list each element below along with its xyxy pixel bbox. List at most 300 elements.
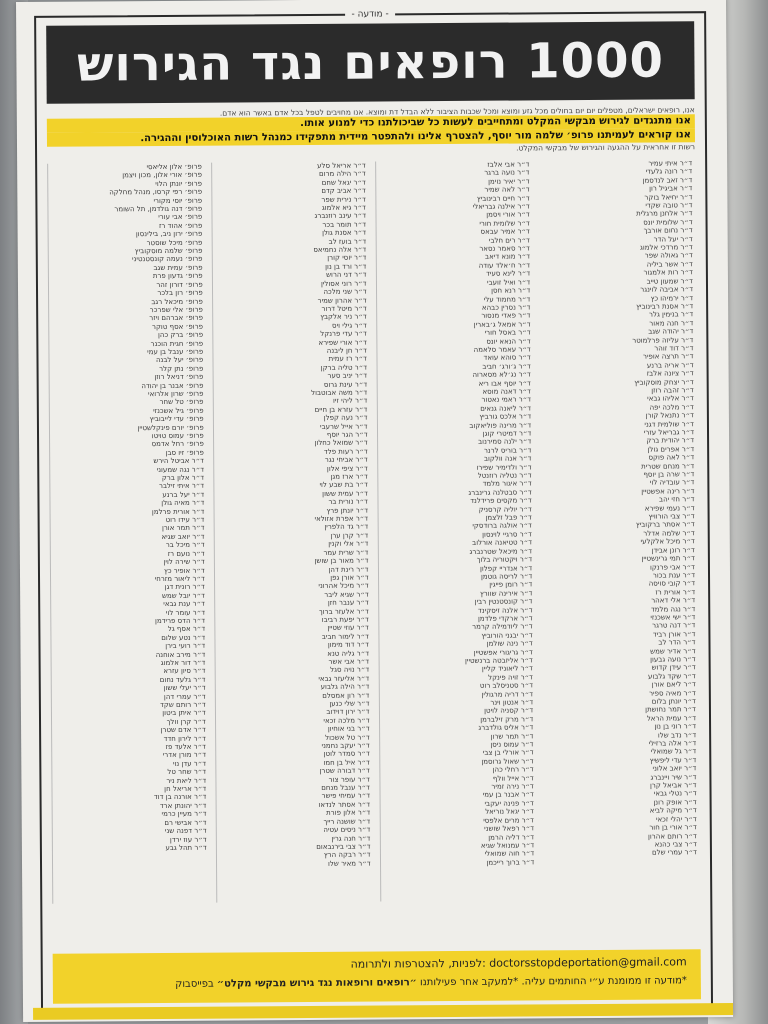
signatory-line: ד״ר מנחם שטרית [641, 461, 695, 471]
signatory-line: ד״ר אשר ביליה [646, 260, 693, 269]
signatory-line: ד״ר סוהא עואד [483, 353, 531, 363]
signatory-line: ד״ר שגיא ליבר [324, 590, 369, 599]
signatory-line: ד״ר רונית דגן [164, 583, 205, 592]
signatory-line: ד״ר אורית פרלמן [151, 507, 205, 516]
signatory-line: ד״ר תרצה אופיר [642, 352, 694, 361]
signatory-line: ד״ר אסף גל [167, 625, 206, 634]
signatory-line: ד״ר יוסי קורן [327, 254, 367, 263]
signatory-line: ד״ר ארז מגן [330, 472, 368, 481]
signatory-line: ד״ר מאיה גולן [161, 498, 205, 508]
signatory-line: ד״ר ציונה אלבז [646, 369, 694, 378]
signatory-line: ד״ר יפעת רביבו [321, 615, 369, 624]
signatory-line: ד״ר יחיאל בוקר [644, 192, 693, 202]
footer-note [175, 975, 687, 990]
signatory-line: ד״ר רומן פייגין [489, 580, 533, 590]
signatory-line: ד״ר אלון פורת [326, 808, 371, 818]
signatory-line: פרופ׳ יונתן הלוי [155, 179, 203, 188]
signatory-line: ד״ר יהודית ברק [646, 436, 695, 446]
signatory-line: פרופ׳ דנה גולדמן, תל השומר [114, 204, 203, 214]
signatory-line: ד״ר נטע שלום [161, 633, 206, 642]
signatory-line: ד״ר מיכל אלקלעי [640, 537, 695, 546]
signatory-line: ד״ר סיון עזרא [163, 667, 206, 676]
signatory-line: ד״ר יובל שמש [161, 591, 205, 600]
signatory-line: ד״ר עליזה פרלמוטר [632, 335, 694, 345]
signatory-line: ד״ר גריגורי אפשטיין [473, 647, 533, 657]
signatory-line: ד״ר מרים אלפסי [483, 816, 535, 825]
signatory-line: ד״ר אסתר ברקוביץ [635, 520, 695, 530]
signatory-line: ד״ר אולגה ברודסקי [472, 521, 532, 531]
signatory-line: ד״ר יצחק מוסקוביץ [634, 377, 694, 387]
signatory-line: ד״ר יוסף אבו ריא [478, 378, 531, 388]
signatory-line: ד״ר שחר טל [167, 767, 207, 777]
signatory-line: ד״ר איתי זילבר [158, 482, 205, 491]
signatory-line: ד״ר מאיר שלו [327, 859, 371, 868]
signatory-line: ד״ר אילנה גבריאלי [472, 202, 530, 211]
signatory-line: ד״ר נגה שמעוני [156, 465, 205, 474]
signatory-line: ד״ר ח׳אלד עודה [478, 261, 531, 270]
signatory-line: ד״ר יונתן פרץ [326, 506, 369, 515]
newspaper-page [16, 0, 733, 1022]
signatory-line: ד״ר מעיין כרמי [161, 809, 207, 819]
signatory-line: פרופ׳ אברהם ויזר [149, 314, 203, 323]
signatory-line: ד״ר גבריאל עזרי [643, 428, 695, 437]
signatory-line: ד״ר דפנה שני [164, 826, 207, 836]
signatory-line: ד״ר אורלי בן צבי [482, 748, 534, 758]
signatory-line: ד״ר סבטלנה גרינברג [468, 488, 532, 497]
signatory-line: ד״ר רחלי כהן [492, 765, 534, 774]
signatory-line: ד״ר אסנת גולן [322, 228, 367, 238]
signatory-line: ד״ר ליאם אורן [651, 680, 696, 689]
signatory-line: ד״ר אמאל ג׳בארין [473, 320, 531, 329]
signatory-line: ד״ר תמר אורן [161, 524, 205, 533]
signatory-line: ד״ר ניר אלקבץ [320, 312, 367, 322]
signatory-line: ד״ר ארקדי פלדמן [477, 614, 533, 623]
signatory-line: ד״ר לימור חביב [321, 632, 369, 641]
signatory-line: ד״ר יהודה שגב [648, 327, 694, 336]
signatory-line: ד״ר נטלי גבאי [653, 789, 697, 799]
signatory-line: ד״ר נעה קפלן [323, 413, 368, 423]
signatory-line: ד״ר גיא אלמוג [321, 203, 366, 212]
signatory-line: ד״ר איתי עמיר [648, 159, 693, 168]
signatory-line: ד״ר אירינה שוורץ [479, 589, 533, 598]
signatory-line: ד״ר דוד מימון [327, 640, 370, 649]
signatory-line: ד״ר נטליה רוזנטל [477, 471, 532, 480]
signatory-line: ד״ר עמוס ניסן [490, 740, 534, 749]
signatory-line: ד״ר ענבר חזן [327, 598, 369, 607]
signatory-line: ד״ר מירב אוחנה [155, 650, 206, 659]
signatory-line: ד״ר מיכל אהרוני [318, 581, 369, 591]
signatory-line: פרופ׳ אלי שפרכר [149, 305, 203, 314]
signatory-line: ד״ר חיים רבינוביץ [476, 194, 530, 203]
signatory-line: ד״ר עדי ליפשיץ [649, 756, 697, 765]
signatory-line: ד״ר שולמית דגני [644, 419, 694, 429]
signatory-line: ד״ר עמית ששון [322, 489, 368, 498]
signatory-line: ד״ר אנדריי קפלון [479, 563, 533, 573]
signatory-line: ד״ר רונן אבידן [651, 545, 695, 555]
signatory-line: ד״ר מרדכי אלמוג [639, 243, 693, 252]
signatory-line: ד״ר הגר יוסף [326, 430, 368, 439]
signatory-line: ד״ר תמי גרינשטיין [641, 554, 695, 563]
signatory-line: ד״ר אייל שרעבי [320, 422, 368, 431]
signatory-line: פרופ׳ מיכאל רגב [151, 297, 203, 306]
signatory-line: ד״ר עידן קדוש [651, 663, 696, 672]
signatory-line: ד״ר אדיר שמש [650, 646, 696, 656]
signatory-line: ד״ר עוז ירדן [169, 835, 207, 844]
signatories-column [375, 160, 538, 901]
signatory-line: ד״ר רז עמית [328, 354, 368, 364]
signatory-line: ד״ר יואב שגיא [161, 532, 205, 541]
signatory-line: ד״ר מרק זילברמן [480, 715, 534, 724]
signatory-line: ד״ר אלי וקנין [328, 539, 369, 549]
signatory-line: ד״ר נועה ברגר [484, 168, 530, 178]
signatory-line: ד״ר חן ליבנה [326, 346, 367, 355]
signatory-line: ד״ר שאול גרוסמן [481, 757, 534, 766]
signatory-line: ד״ר נגה מלמד [650, 604, 696, 614]
intro-highlight-2: אנו קוראים לעמיתנו פרופ׳ שלמה מור יוסף, להצטרף אלינו ולהתפטר מיידית מתפקידו כמנהל רשות האוכלוסין וההגירה. [47, 128, 695, 147]
signatory-line: ד״ר קרן ערן [330, 531, 369, 540]
signatory-line: ד״ר שרית עמר [323, 548, 369, 557]
signatory-line: ד״ר מרינה פוליאקוב [469, 421, 532, 430]
signatory-line: ד״ר יגאל שחם [321, 178, 366, 187]
signatory-line: ד״ר אליעזר גבאי [318, 674, 370, 683]
signatory-line: פרופ׳ עמית שגב [153, 263, 203, 272]
signatory-line: ד״ר גאולה שפר [644, 251, 693, 261]
signatory-line: ד״ר אורי בן חור [649, 823, 697, 832]
signatory-line: ד״ר נחום אורבך [643, 226, 693, 235]
signatory-line: ד״ר נדב שלו [657, 730, 697, 740]
signatory-line: ד״ר עמרי שלם [651, 848, 697, 857]
signatory-line: ד״ר אורנה בן דוד [153, 793, 207, 802]
signatory-line: ד״ר ניסים עטיה [323, 825, 371, 834]
signatory-line: פרופ׳ אהוד רז [158, 221, 203, 230]
signatory-line: ד״ר נועם רז [167, 549, 205, 558]
signatory-line: ד״ר דוד זוהר [654, 344, 694, 353]
signatory-line: ד״ר שמואל כחלון [314, 438, 368, 448]
signatories-column [538, 159, 700, 900]
intro-statement [47, 105, 695, 160]
signatory-line: ד״ר אריה ברנע [646, 361, 694, 370]
signatory-line: פרופ׳ אורי אלון, מכון ויצמן [122, 171, 202, 180]
signatory-line: ד״ר דליה הרמן [488, 832, 535, 842]
intro-tail: רשות זו אחראית על ההגעה והגירוש של מבקשי המקלט. [516, 142, 696, 153]
signatory-line: ד״ר ענת בכור [652, 571, 696, 580]
signatory-line: ד״ר רנא חסן [491, 286, 531, 295]
intro-highlight-1: אנו מתנגדים לגירוש מבקשי המקלט ומתחייבים לעשות כל שביכולתנו כדי למנוע אותו. [47, 114, 695, 133]
signatory-line: ד״ר מאור בן שושן [314, 556, 369, 566]
signatory-line: ד״ר הדס פרידמן [154, 616, 206, 625]
signatory-line: ד״ר דני הרוש [326, 270, 367, 280]
signatory-line: ד״ר אלכס גורביץ [479, 412, 532, 421]
signatory-line: פרופ׳ עמוס טויטו [151, 431, 204, 441]
footer-banner [53, 949, 701, 1004]
signatory-line: ד״ר הילה גלבוע [320, 682, 370, 692]
signatory-line: ד״ר אופק רונן [653, 798, 697, 807]
signatory-line: ד״ר נסרין כבהא [481, 303, 531, 312]
signatory-line: ד״ר מיכאל שטרנברג [469, 547, 533, 556]
signatory-line: ד״ר ירמיהו כץ [650, 293, 694, 303]
signatory-line: ד״ר עמרי דהן [163, 692, 206, 701]
signatory-line: ד״ר ראמי נאטור [481, 395, 532, 405]
signatory-line: ד״ר חוה שמואלי [484, 849, 535, 859]
signatory-line: ד״ר באסל חורי [484, 328, 531, 337]
signatory-line: ד״ר רעות פלד [323, 447, 368, 456]
signatory-line: ד״ר אפרת אזולאי [314, 514, 369, 523]
intro-lead: אנו, רופאים ישראלים, מטפלים יום יום בחולים מכל גזע ומוצא ומכל שכבות הציבור ללא הבדל דת ומוצא. אנו מחויבים לטפל בכל אדם באשר הוא אדם. [219, 105, 695, 118]
signatory-line: ד״ר נויה סגל [330, 665, 370, 675]
signatory-line: ד״ר אורי שפירא [318, 338, 367, 347]
signatory-line: ד״ר מקסים פרידלנד [470, 496, 532, 506]
signatory-line: ד״ר אלה נחמיאס [313, 245, 367, 254]
signatory-line: ד״ר דבורה שטרן [319, 766, 370, 776]
signatory-line: פרופ׳ אבנר בן יהודה [141, 381, 204, 390]
signatory-line: ד״ר גליה טנא [327, 649, 370, 658]
signatory-line: ד״ר חנה גרין [331, 834, 371, 843]
signatory-line: ד״ר דור אלמוג [160, 658, 206, 667]
signatory-line: ד״ר מאיה ספיר [649, 688, 696, 698]
signatory-line: פרופ׳ רון בלכר [157, 288, 203, 298]
signatory-line: ד״ר נינה שולמן [486, 639, 533, 648]
signatory-line: ד״ר אלנה זיסקינד [478, 605, 533, 615]
signatory-line: ד״ר אביב קדם [321, 186, 366, 196]
signatory-line: ד״ר אלי דאהר [651, 596, 696, 605]
signatory-line: ד״ר ליודמילה קרמר [472, 622, 533, 632]
signatory-line: ד״ר אהרון שמיר [317, 296, 367, 305]
facebook-group-name: ״רופאים ורופאות נגד גירוש מבקשי מקלט״ [216, 977, 417, 990]
signatory-line: ד״ר רוני אסולין [320, 279, 367, 288]
signatory-line: ד״ר אמיר עבאס [480, 227, 530, 237]
signatory-line: ד״ר צבי הורוויץ [648, 512, 695, 521]
signatory-line: פרופ׳ מיכל שוסטר [146, 238, 203, 247]
signatory-line: ד״ר דריה מרגולין [481, 690, 534, 699]
signatory-line: ד״ר רים חלבי [488, 236, 530, 245]
signatory-line: ד״ר שמעון טייב [646, 276, 693, 286]
signatory-line: ד״ר פאדי מנסור [481, 311, 531, 321]
signatory-line: ד״ר עינב רוזנברג [314, 211, 367, 221]
signatory-line: ד״ר רותם שקד [160, 700, 206, 710]
signatory-line: ד״ר ולדימיר שפירו [476, 463, 532, 472]
signatory-line: ד״ר אייל וולף [492, 774, 534, 783]
signatory-line: ד״ר שלמה אדלר [643, 529, 695, 538]
signatory-line: ד״ר בת שבע לוי [319, 480, 368, 490]
signatory-line: ד״ר סטניסלב רוט [479, 681, 534, 690]
signatory-line: ד״ר ליאנה גנאים [480, 404, 532, 413]
signatory-line: ד״ר אורן גפן [330, 573, 369, 582]
signatory-line: ד״ר אריאל סלע [317, 161, 366, 170]
signatory-line: ד״ר זהבה רוזן [651, 386, 694, 395]
signatory-line: ד״ר מורן אדרי [162, 751, 207, 760]
signatory-line: ד״ר יאיר נוימן [488, 177, 530, 186]
footer-note-suffix: בפייסבוק [175, 978, 214, 990]
signatory-line: פרופ׳ שרון אלרואי [148, 389, 204, 399]
signatory-line: ד״ר גלעד נחום [159, 675, 206, 684]
signatory-line: ד״ר אורי ויסמן [486, 210, 530, 220]
footer-note-follow: *למעקב אחר פעילותנו [419, 976, 519, 989]
headline-banner [46, 21, 695, 104]
signatory-line: ד״ר בנימין גלר [648, 310, 694, 319]
signatory-line: ד״ר איגור מלמד [482, 479, 532, 489]
signatory-line: ד״ר גד הלפרין [324, 523, 369, 532]
signatory-line: ד״ר בועז לב [328, 237, 367, 246]
signatory-line: פרופ׳ אסף טוקר [151, 322, 204, 331]
signatory-line: פרופ׳ רפי קרסו, מנהל מחלקה [109, 187, 203, 197]
signatory-line: ד״ר אנה וולקוב [483, 454, 532, 463]
signatory-line: פרופ׳ יוסי מקורי [153, 196, 203, 205]
signatory-line: ד״ר לריסה גוטמן [480, 572, 533, 581]
signatory-line: ד״ר עאמר סלאמה [473, 345, 531, 354]
signatory-line: ד״ר רותם אהרון [647, 831, 697, 841]
signatory-line: ד״ר דאנה מוסא [482, 387, 532, 396]
signatory-line: ד״ר ג׳ורג׳ חביב [482, 362, 531, 371]
signatory-line: ד״ר רינה אפשטיין [641, 487, 695, 496]
signatory-line: ד״ר אלה ברזילי [648, 739, 697, 748]
signatory-line: ד״ר רונה גלעדי [645, 167, 693, 177]
contact-email: doctorsstopdeportation@gmail.com :לפניות, להצטרפות ולתרומה [350, 955, 687, 971]
signatory-line: ד״ר שלומית חורי [479, 219, 530, 228]
signatory-line: ד״ר הדר לב [658, 638, 696, 647]
signatory-line: ד״ר ציפי אלון [326, 464, 368, 473]
signatory-line: ד״ר עמית הראל [646, 714, 697, 723]
signatory-line: ד״ר אליהו גבאי [647, 394, 694, 403]
signatories-column [211, 162, 374, 903]
signatory-line: ד״ר יהונתן ארד [159, 801, 207, 810]
signatory-line: פרופ׳ דניאל רוזן [154, 372, 204, 382]
signatory-line: ד״ר תמר נחושתן [645, 705, 696, 715]
signatory-line: ד״ר יואב אלוני [652, 764, 697, 773]
signatory-line: ד״ר נועה גבעון [650, 655, 696, 664]
headline: 1000 רופאים נגד הגירוש [76, 32, 665, 93]
signatory-line: פרופ׳ דורון זהר [156, 280, 203, 289]
signatory-line: ד״ר שקד גלבוע [648, 672, 696, 681]
signatory-line: ד״ר בני אוחיון [327, 724, 370, 734]
signatory-line: ד״ר אסתר לנדאו [318, 800, 371, 809]
signatory-line: ד״ר רוני בן נון [654, 722, 697, 731]
signatory-line: פרופ׳ ירון ניב, בילינסון [135, 229, 203, 239]
signatory-line: ד״ר עידו רוט [165, 515, 205, 525]
signatory-line: פרופ׳ חגית הוכנר [150, 339, 204, 348]
signatory-line: ד״ר אביאל קרן [649, 781, 697, 790]
signatory-line: פרופ׳ רחל אדמס [151, 440, 204, 449]
signatory-line: ד״ר נג׳לא מסארוה [472, 370, 531, 379]
signatory-line: ד״ר ישי אשכנזי [650, 613, 696, 622]
signatory-line: ד״ר טל אשכול [325, 733, 370, 742]
signatory-line: ד״ר משה אבוטבול [311, 388, 368, 397]
signatory-line: ד״ר שרה בן יוסף [643, 470, 695, 479]
signatory-line: ד״ר יעל ברנע [162, 490, 205, 499]
signatory-line: ד״ר אביטל הירש [153, 456, 204, 466]
signatory-line: ד״ר נתנאל קורן [645, 411, 694, 420]
signatory-line: פרופ׳ שלמה מוסקוביץ [134, 246, 203, 256]
signatory-line: ד״ר לאה פוקס [648, 453, 695, 462]
signatory-line: ד״ר לאה שמיר [484, 185, 530, 194]
signatory-line: פרופ׳ ברק כהן [157, 330, 204, 340]
signatory-line: ד״ר טליה ברקן [320, 363, 368, 372]
signatory-line: ד״ר אורן רביד [652, 630, 696, 639]
signatory-line: ד״ר ואיל זועבי [486, 278, 531, 287]
signatory-line: ד״ר מונא דיאב [485, 252, 531, 262]
signatory-line: ד״ר ברוך רייכמן [486, 858, 535, 867]
signatory-line: ד״ר אליזבטה ברנשטיין [464, 656, 533, 665]
signatory-line: ד״ר נורית בר [328, 497, 369, 507]
signatory-line: ד״ר חנה מאור [649, 318, 694, 328]
signatory-line: ד״ר מיטל דרור [321, 304, 367, 313]
signatory-line: ד״ר מלכה זכאי [323, 716, 370, 725]
signatory-line: ד״ר עובדיה לוי [649, 478, 695, 488]
signatory-line: פרופ׳ עדי לייבוביץ [149, 414, 204, 424]
signatory-line: ד״ר ירון דוידוב [326, 707, 370, 717]
signatory-line: ד״ר שושנה רייך [323, 817, 371, 826]
signatory-line: פרופ׳ נעמה קונסטנטיני [132, 255, 203, 264]
signatory-line: פרופ׳ יעל לבנה [155, 356, 204, 365]
signatory-line: ד״ר דמיטרי קוגן [482, 429, 532, 438]
signatory-line: ד״ר ליהי זיו [332, 396, 368, 406]
signatory-line: ד״ר עמיחי פישר [321, 792, 371, 801]
signatory-line: ד״ר קרן וולך [166, 717, 206, 726]
signatory-line: ד״ר מלכה יפה [649, 403, 694, 412]
signatory-line: ד״ר קסניה לויטן [484, 706, 534, 716]
signatory-line: ד״ר זויה פינקל [488, 673, 534, 682]
signatory-line: ד״ר אפרים גולן [647, 445, 695, 454]
signatory-line: ד״ר ילנה סמירנוב [478, 437, 532, 447]
signatory-line: ד״ר אלון ברק [161, 473, 205, 483]
signatory-line: ד״ר סמדר לוטן [323, 749, 370, 759]
signatory-line: ד״ר ענת גבאי [163, 599, 205, 609]
signatory-line: ד״ר עוזי שטיין [327, 623, 369, 633]
signatory-line: ד״ר רות אלמגור [643, 268, 693, 277]
signatory-line: ד״ר ויקטוריה בלוך [476, 555, 533, 564]
signatory-line: ד״ר ליאוניד קליין [481, 664, 533, 674]
signatory-line: ד״ר ורד בן נון [325, 262, 367, 271]
signatory-line: ד״ר אופיר כץ [164, 566, 205, 575]
signatory-line: ד״ר תהל גבע [165, 843, 207, 852]
signatory-line: ד״ר ליאת ניר [166, 776, 207, 785]
signatory-line: ד״ר איל בן חמו [323, 758, 370, 767]
signatory-line: ד״ר אבי פרנקו [649, 562, 695, 572]
signatory-line: ד״ר אליס גולדברג [478, 723, 534, 733]
signatory-line: ד״ר אדם שטרן [160, 725, 206, 735]
signatory-line: ד״ר עמנואל שגיא [480, 841, 535, 850]
signatory-line: ד״ר הנאא יונס [486, 336, 531, 346]
signatory-line: ד״ר קובי סויסה [648, 579, 696, 588]
signatory-line: ד״ר נעמי שפירא [644, 503, 695, 513]
signatory-line: ד״ר רון אמסלם [322, 691, 370, 700]
signatory-line: ד״ר קונסטנטין רבין [474, 597, 533, 606]
signatory-line: ד״ר ענבל מנחם [321, 783, 371, 792]
signatory-line: ד״ר אביבה לוינגר [640, 285, 694, 294]
signatory-line: פרופ׳ זיו סבן [165, 448, 204, 457]
signatory-line: ד״ר יניב סער [327, 371, 368, 380]
signatory-line: ד״ר יעלי ששון [163, 683, 206, 693]
signatory-line: ד״ר חזי יהב [658, 495, 695, 504]
ad-frame [34, 11, 713, 1012]
signatory-line: ד״ר יגאל נוריאל [485, 807, 534, 817]
signatory-line: ד״ר אסנת רבינוביץ [636, 302, 694, 311]
signatory-line: ד״ר אורית רז [655, 587, 696, 597]
signatory-line: ד״ר אריאל חן [164, 784, 207, 794]
signatory-line: ד״ר גל שמואלי [650, 747, 697, 757]
signatory-line: ד״ר אלעזר ברוך [318, 607, 369, 616]
signatory-line: ד״ר צבי בירנבאום [316, 842, 371, 851]
signatory-line: ד״ר אביגיל רון [649, 184, 693, 193]
signatory-line: פרופ׳ אלון אליאסי [146, 162, 202, 172]
footer-note-prefix: *מודעה זו ממומנת ע״י החותמים עליה. [521, 975, 687, 988]
signatory-line: ד״ר מיכל בר [165, 540, 205, 550]
signatory-line: ד״ר אבנר בן עמי [482, 790, 534, 800]
signatory-line: ד״ר עופר צור [328, 775, 370, 784]
signatory-line: ד״ר לינא סעיד [486, 269, 531, 279]
signatory-line: ד״ר שיר ויינברג [650, 772, 697, 782]
signatory-line: ד״ר אלעד פז [165, 742, 206, 752]
signatory-line: ד״ר סרגיי לוינסון [482, 530, 533, 539]
